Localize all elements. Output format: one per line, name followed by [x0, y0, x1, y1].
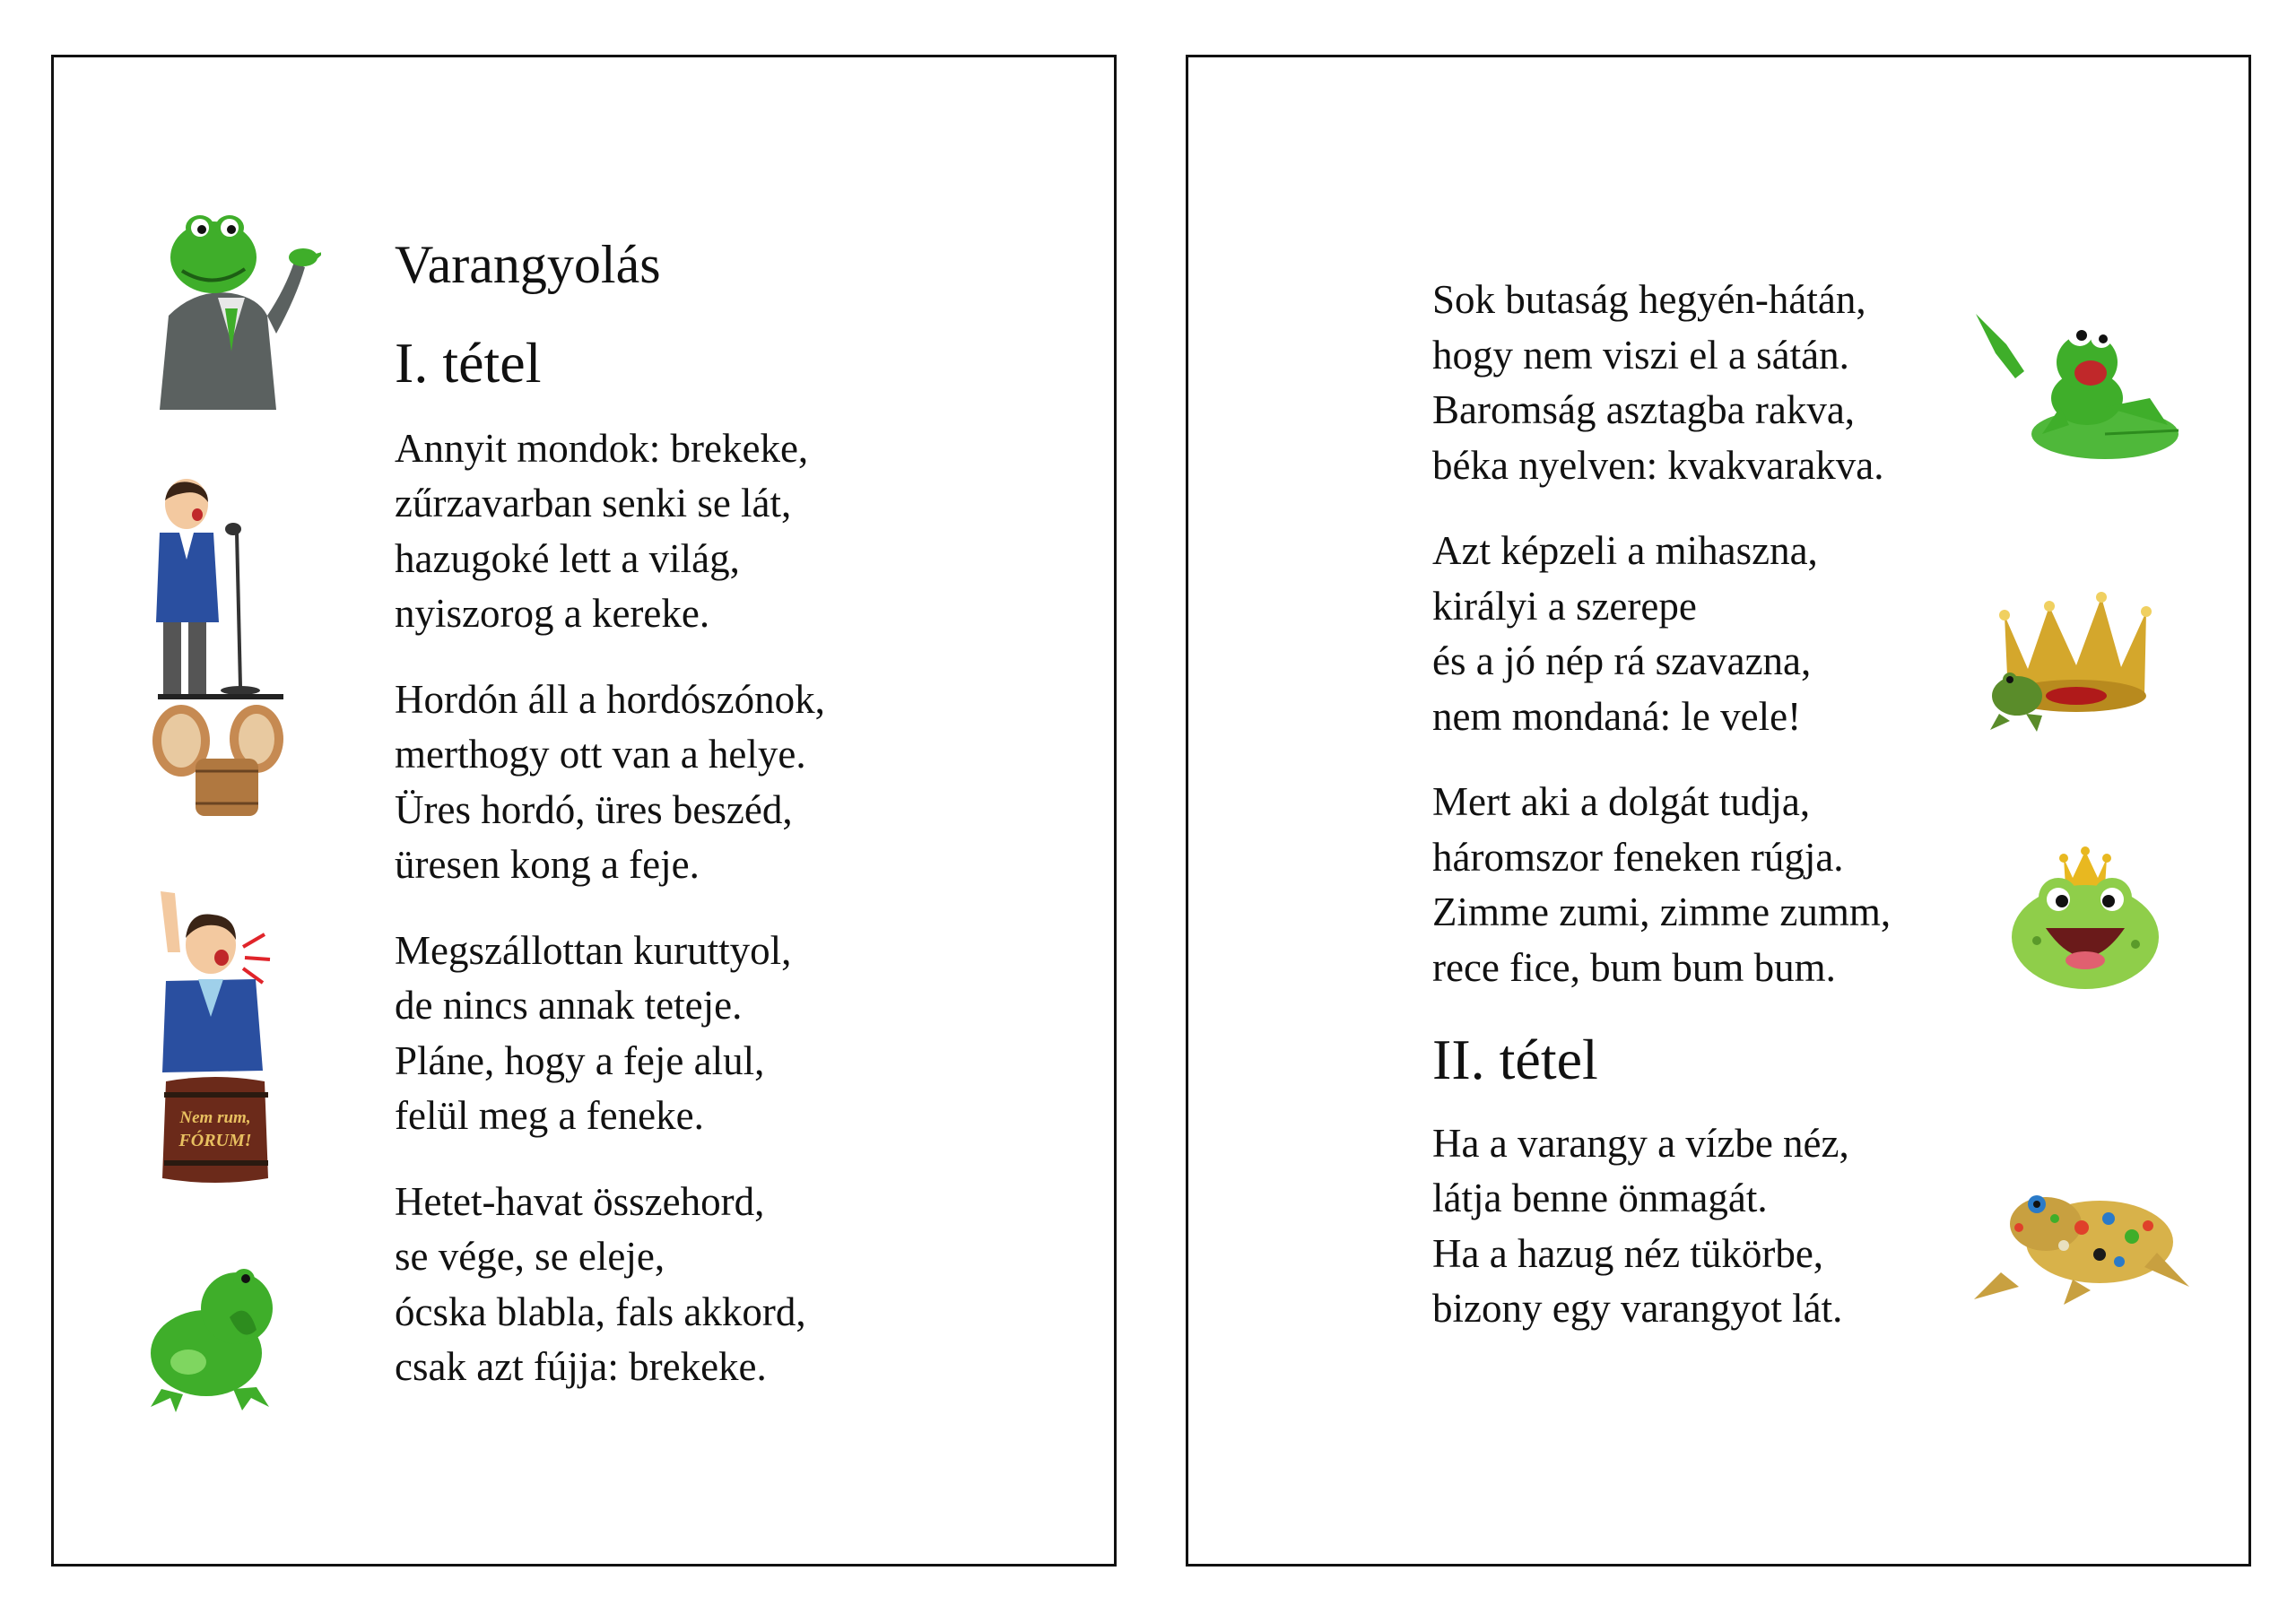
- poem-line: Baromság asztagba rakva,: [1432, 387, 1856, 432]
- poem-line: béka nyelven: kvakvarakva.: [1432, 442, 1884, 488]
- left-text-block: [395, 232, 825, 1426]
- mosaic-toad-icon: [1965, 1174, 2198, 1308]
- poem-line: nem mondaná: le vele!: [1432, 693, 1802, 739]
- stanza: [395, 924, 825, 1144]
- poem-line: Ha a varangy a vízbe néz,: [1432, 1120, 1849, 1166]
- shouting-man-on-barrel-icon: [148, 882, 300, 1187]
- frog-in-suit-pointing-icon: [142, 208, 321, 410]
- poem-line: csak azt fújja: brekeke.: [395, 1344, 767, 1390]
- poem-line: Pláne, hogy a feje alul,: [395, 1037, 765, 1083]
- poem-line: és a jó nép rá szavazna,: [1432, 638, 1812, 683]
- poem-line: Azt képzeli a mihaszna,: [1432, 528, 1818, 573]
- poem-line: zűrzavarban senki se lát,: [395, 481, 792, 526]
- stanza: [1432, 1116, 1891, 1337]
- poem-line: Megszállottan kuruttyol,: [395, 927, 792, 973]
- stanza: [395, 673, 825, 893]
- stanza: [1432, 273, 1891, 493]
- barrel-text-2: FÓRUM!: [178, 1131, 252, 1150]
- poem-line: Hetet-havat összehord,: [395, 1178, 765, 1224]
- poem-line: háromszor feneken rúgja.: [1432, 834, 1844, 880]
- poem-line: Üres hordó, üres beszéd,: [395, 786, 793, 832]
- poem-line: Annyit mondok: brekeke,: [395, 425, 809, 471]
- thinking-frog-icon: [144, 1263, 287, 1416]
- poem-line: nyiszorog a kereke.: [395, 591, 710, 637]
- poem-line: királyi a szerepe: [1432, 583, 1697, 629]
- right-text-block: [1432, 273, 1891, 1367]
- stanza: [1432, 775, 1891, 995]
- poem-line: felül meg a feneke.: [395, 1093, 704, 1139]
- poem-line: bizony egy varangyot lát.: [1432, 1286, 1843, 1332]
- left-page: [51, 55, 1117, 1567]
- speaker-at-microphone-on-barrels-icon: [151, 479, 294, 820]
- poem-line: Hordón áll a hordószónok,: [395, 676, 825, 722]
- barrel-text-1: Nem rum,: [179, 1108, 251, 1127]
- stanza: [395, 1175, 825, 1395]
- poem-line: rece fice, bum bum bum.: [1432, 944, 1836, 990]
- stanza: [395, 421, 825, 642]
- section-heading-1: I. tétel: [395, 331, 542, 395]
- stanza: [1432, 524, 1891, 744]
- section-heading-2: II. tétel: [1432, 1028, 1598, 1091]
- poem-line: hogy nem viszi el a sátán.: [1432, 332, 1849, 378]
- poem-line: Zimme zumi, zimme zumm,: [1432, 890, 1892, 934]
- right-page: [1186, 55, 2251, 1567]
- poem-line: Sok butaság hegyén-hátán,: [1432, 277, 1866, 322]
- poem-line: ócska blabla, fals akkord,: [395, 1289, 806, 1334]
- poem-line: hazugoké lett a világ,: [395, 535, 740, 581]
- page-title: Varangyolás: [395, 235, 661, 294]
- poem-line: Mert aki a dolgát tudja,: [1432, 779, 1811, 824]
- jumping-frog-on-lily-pad-icon: [1970, 308, 2186, 465]
- frog-with-golden-crown-icon: [1987, 579, 2166, 736]
- poem-line: de nincs annak teteje.: [395, 983, 743, 1028]
- crowned-frog-prince-icon: [2005, 842, 2166, 994]
- poem-line: Ha a hazug néz tükörbe,: [1432, 1230, 1824, 1276]
- poem-line: se vége, se eleje,: [395, 1234, 665, 1280]
- poem-line: látja benne önmagát.: [1432, 1176, 1768, 1221]
- poem-line: üresen kong a feje.: [395, 842, 700, 888]
- poem-line: merthogy ott van a helye.: [395, 732, 806, 777]
